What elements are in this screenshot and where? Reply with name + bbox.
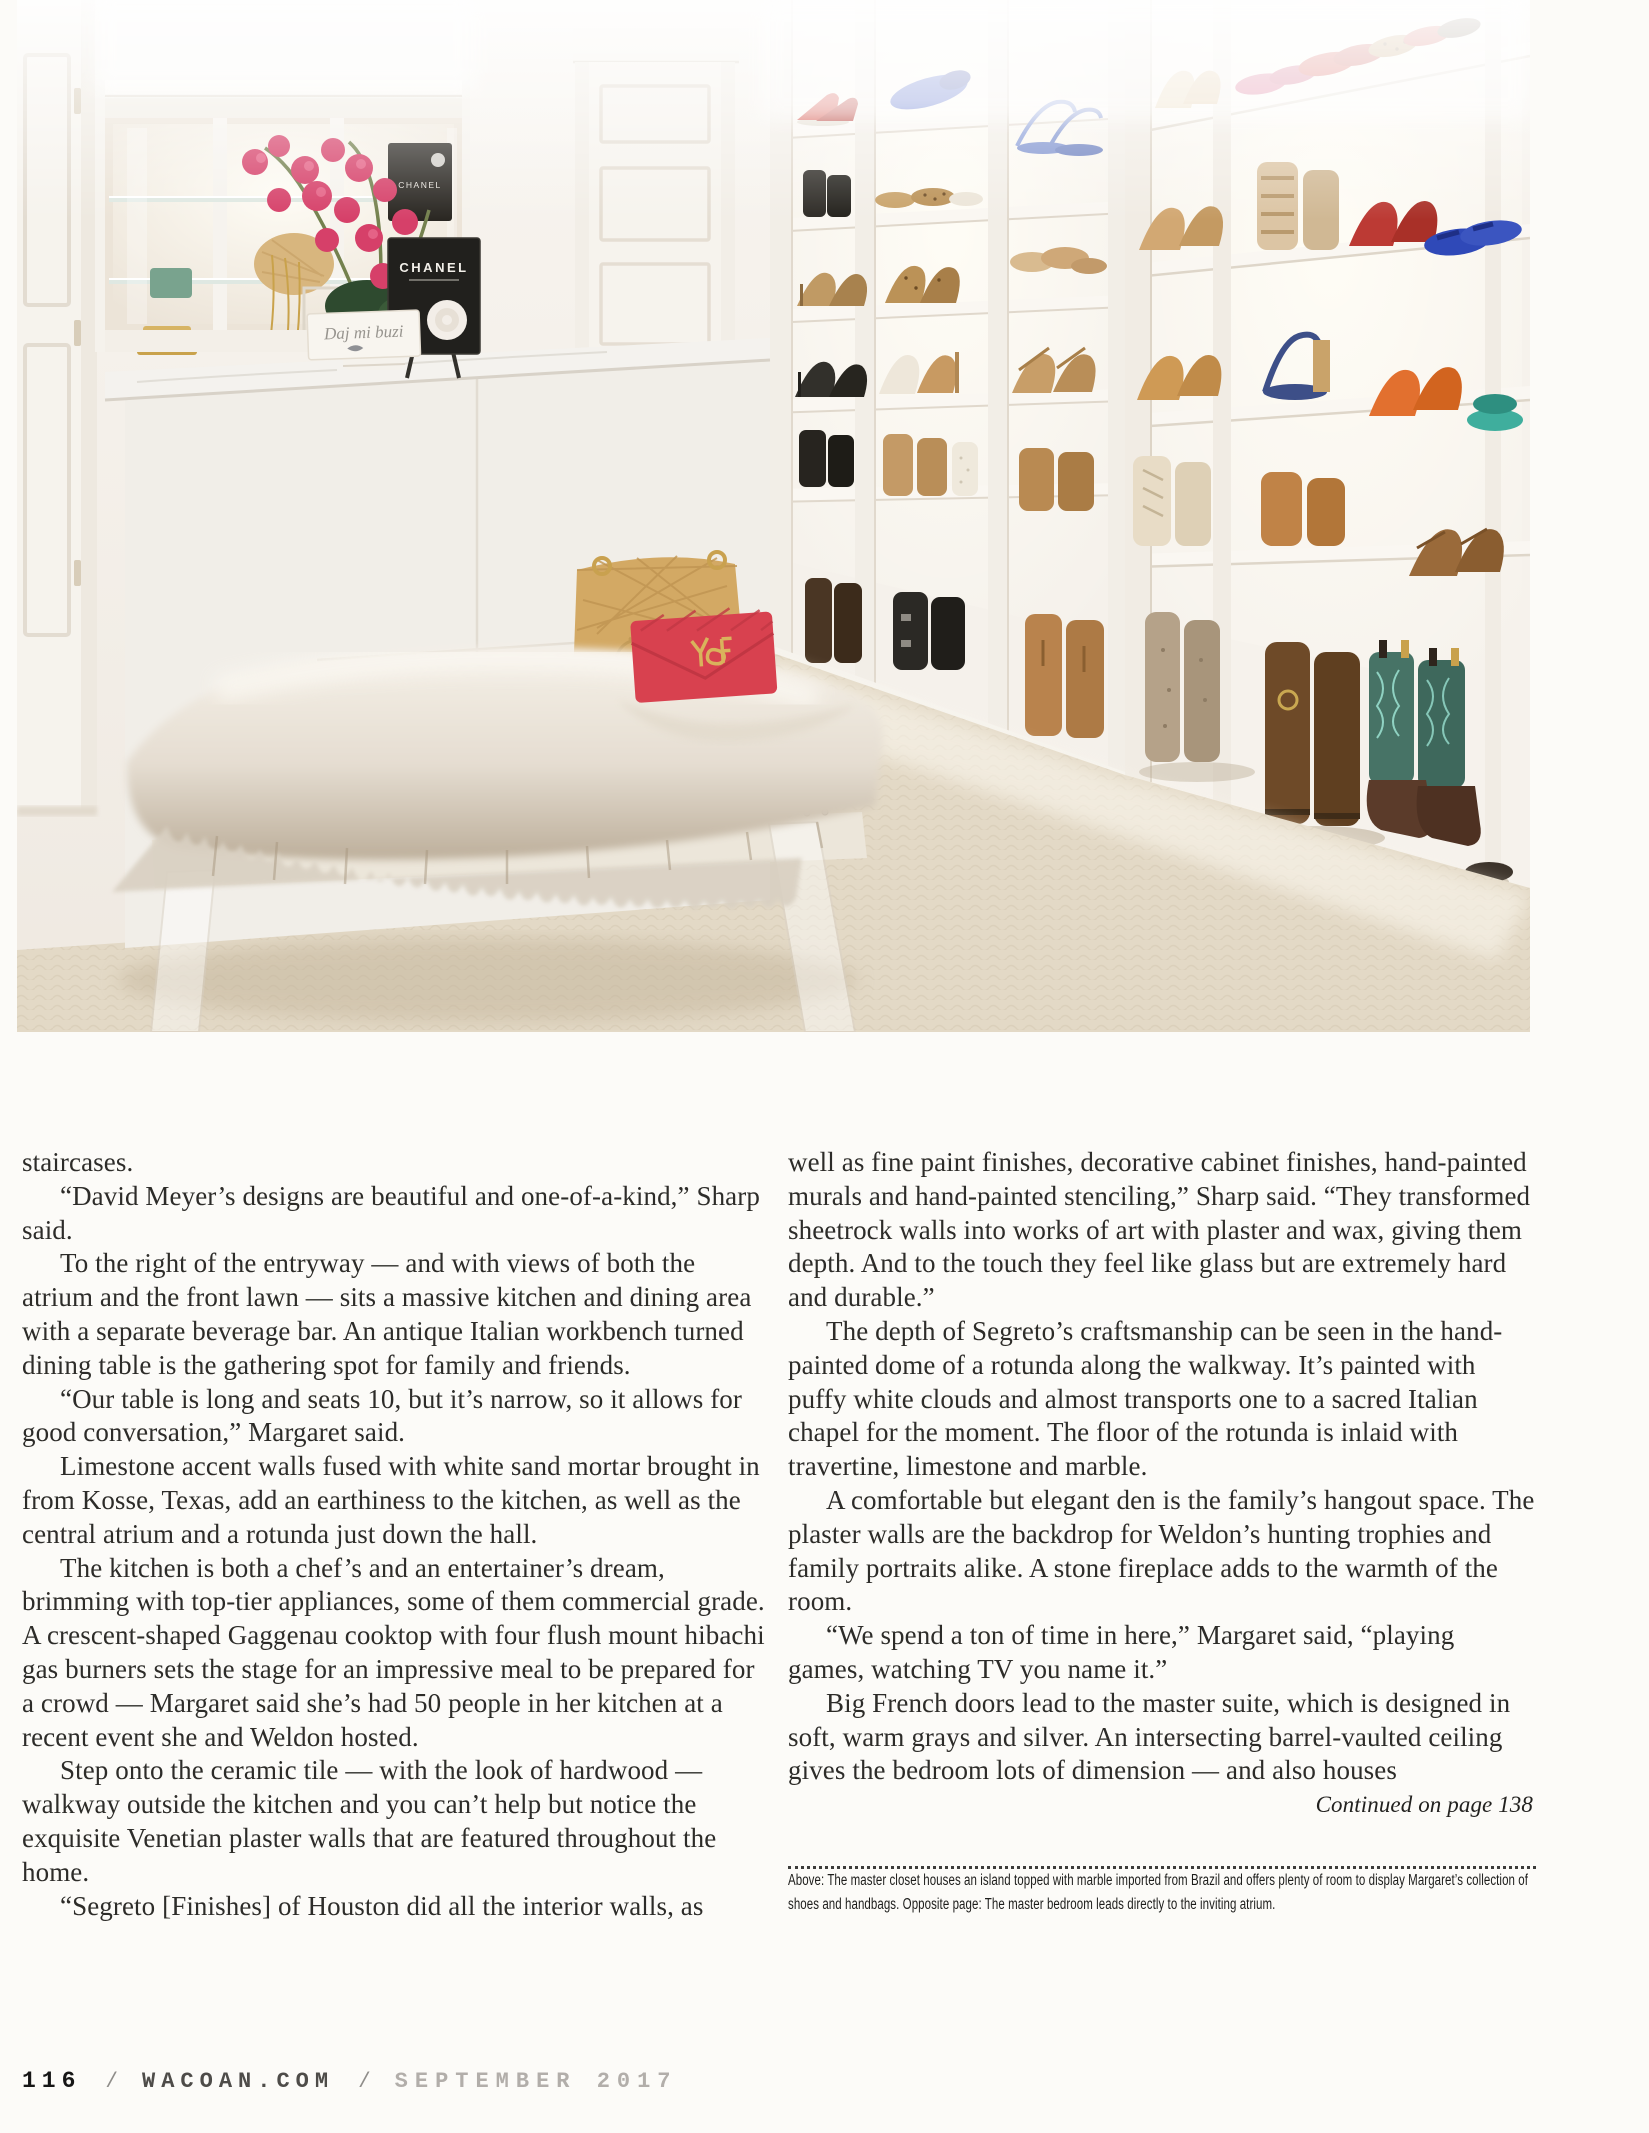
article-column-right-text (788, 1146, 1536, 1788)
continued-note: Continued on page 138 (1315, 1792, 1533, 1818)
chanel-book-title: CHANEL (399, 260, 469, 275)
body-paragraph: The depth of Segreto’s craftsmanship can be seen in the hand-painted dome of a rotunda along the walkway. It’s painted with puffy white clouds and almost transports one to a sacred Italian chapel for the moment. The floor of the rotunda is inlaid with travertine, limestone and marble. (788, 1315, 1503, 1482)
body-paragraph: Step onto the ceramic tile — with the look of hardwood — walkway outside the kitchen and you can’t help but notice the exquisite Venetian plaster walls that are featured throughout the home. (22, 1755, 717, 1887)
article-body (22, 1146, 1536, 1923)
closet-photo (17, 0, 1530, 1032)
body-paragraph: A comfortable but elegant den is the family’s hangout space. The plaster walls are the backdrop for Weldon’s hunting trophies and family portraits alike. A stone fireplace adds to the warmth of the room. (788, 1484, 1535, 1617)
footer-slash-1: / (105, 2071, 119, 2094)
sign-card (307, 310, 421, 360)
body-paragraph: “Our table is long and seats 10, but it’s narrow, so it allows for good conversation,” Margaret said. (22, 1383, 742, 1448)
footer-slash-2: / (358, 2071, 371, 2094)
body-paragraph: To the right of the entryway — and with views of both the atrium and the front lawn — sits a massive kitchen and dining area with a separate beverage bar. An antique Italian workbench turned dining table is the gathering spot for family and friends. (22, 1248, 752, 1380)
page-footer (22, 2068, 678, 2094)
body-paragraph: “David Meyer’s designs are beautiful and one-of-a-kind,” Sharp said. (22, 1180, 760, 1245)
body-paragraph: The kitchen is both a chef’s and an entertainer’s dream, brimming with top-tier appliances, some of them commercial grade. A crescent-shaped Gaggenau cooktop with four flush mount hibachi gas burners sets the stage for an impressive meal to be prepared for a crowd — Margaret said she’s had 50 people in her kitchen at a recent event she and Weldon hosted. (22, 1552, 765, 1752)
body-paragraph: Limestone accent walls fused with white sand mortar brought in from Kosse, Texas, add an earthiness to the kitchen, as well as the central atrium and a rotunda just down the hall. (22, 1451, 760, 1549)
article-column-right (788, 1146, 1536, 1923)
sign-script-text: Daj mi buzi (323, 321, 404, 344)
light-wash (17, 0, 1530, 220)
body-paragraph: “We spend a ton of time in here,” Margaret said, “playing games, watching TV you name it.” (788, 1620, 1455, 1684)
closet-photo-illustration (17, 0, 1530, 1032)
body-paragraph: Big French doors lead to the master suite, which is designed in soft, warm grays and silver. An intersecting barrel-vaulted ceiling gives the bedroom lots of dimension — and also houses (788, 1687, 1511, 1786)
issue-date: SEPTEMBER 2017 (394, 2069, 678, 2094)
article-column-left (22, 1146, 770, 1923)
body-paragraph: “Segreto [Finishes] of Houston did all the interior walls, as (60, 1890, 704, 1921)
body-paragraph: well as fine paint finishes, decorative cabinet finishes, hand-painted murals and hand-painted stenciling,” Sharp said. “They transformed sheetrock walls into works of art with plaster and wax, giving them depth. And to the touch they feel like glass but are extremely hard and durable.” (788, 1147, 1531, 1313)
bench-shadow (117, 938, 857, 1022)
site-url: WACOAN.COM (142, 2069, 335, 2094)
ysl-clutch (630, 605, 778, 703)
body-paragraph: staircases. (22, 1147, 134, 1177)
photo-caption: Above: The master closet houses an island topped with marble imported from Brazil and offers plenty of room to display Margaret’s collection of shoes and handbags. Opposite page: The master bedroom leads directly to the inviting atrium. (788, 1871, 1529, 1913)
page-number: 116 (22, 2068, 82, 2094)
